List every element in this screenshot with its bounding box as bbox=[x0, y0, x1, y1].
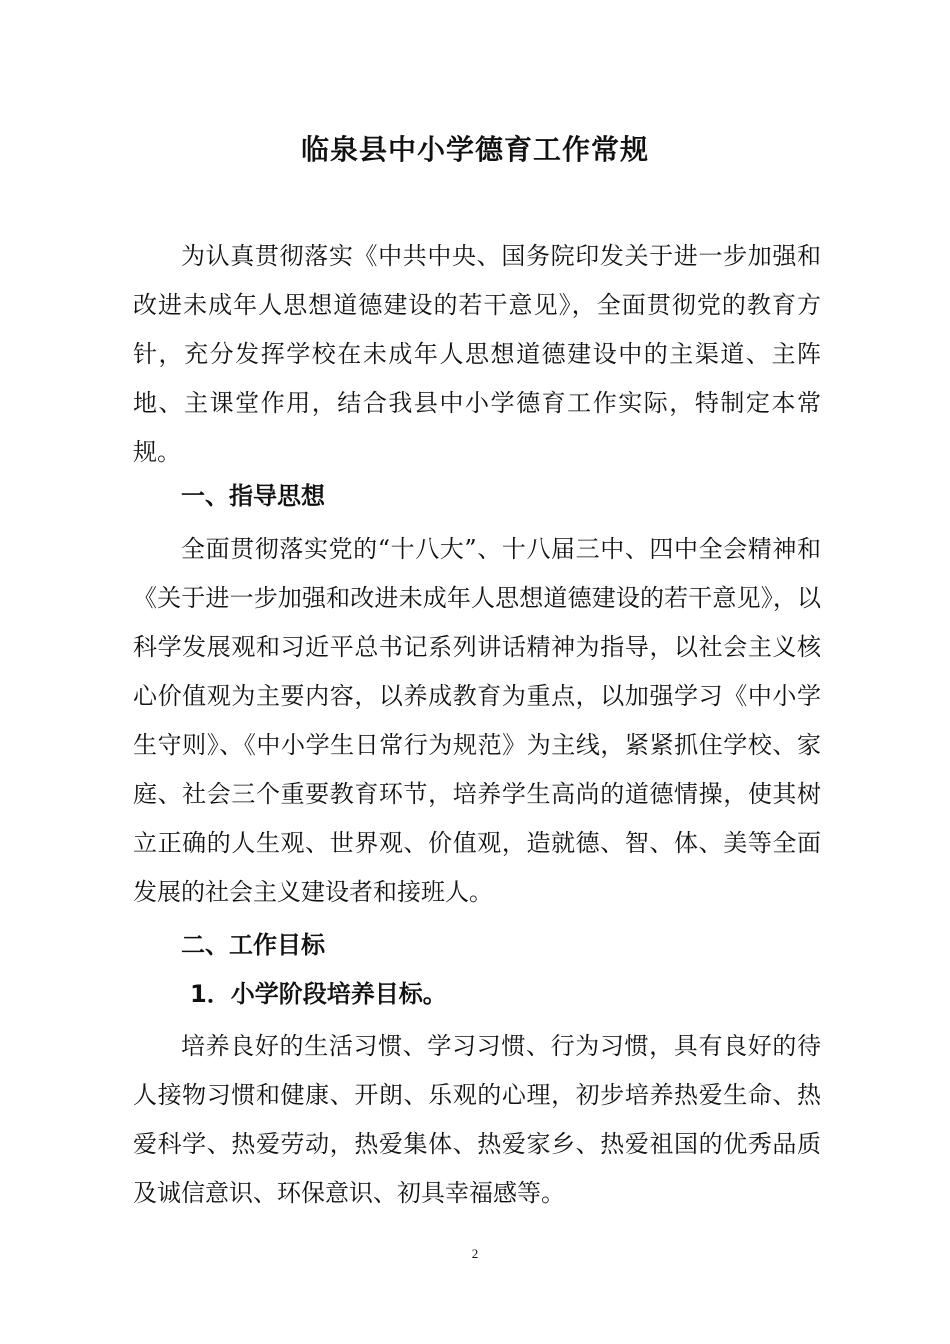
section-heading-work-goals: 二、工作目标 bbox=[181, 931, 325, 959]
section-heading-guiding-thought: 一、指导思想 bbox=[181, 482, 325, 510]
subsection-heading-primary-goals: 1．小学阶段培养目标。 bbox=[190, 980, 447, 1008]
primary-goals-paragraph: 培养良好的生活习惯、学习习惯、行为习惯，具有良好的待人接物习惯和健康、开朗、乐观的心理，初步培养热爱生命、热爱科学、热爱劳动，热爱集体、热爱家乡、热爱祖国的优秀品质及诚信意识、环保意识、初具幸福感等。 bbox=[133, 1032, 821, 1207]
intro-paragraph: 为认真贯彻落实《中共中央、国务院印发关于进一步加强和改进未成年人思想道德建设的若干意见》，全面贯彻党的教育方针，充分发挥学校在未成年人思想道德建设中的主渠道、主阵地、主课堂作用，结合我县中小学德育工作实际，特制定本常规。 bbox=[133, 242, 821, 466]
page-number: 2 bbox=[471, 1246, 479, 1261]
document-title: 临泉县中小学德育工作常规 bbox=[300, 133, 649, 166]
guiding-thought-paragraph: 全面贯彻落实党的“十八大”、十八届三中、四中全会精神和《关于进一步加强和改进未成年人思想道德建设的若干意见》，以科学发展观和习近平总书记系列讲话精神为指导，以社会主义核心价值观为主要内容，以养成教育为重点，以加强学习《中小学生守则》、《中小学生日常行为规范》为主线，紧紧抓住学校、家庭、社会三个重要教育环节，培养学生高尚的道德情操，使其树立正确的人生观、世界观、价值观，造就德、智、体、美等全面发展的社会主义建设者和接班人。 bbox=[133, 535, 821, 906]
